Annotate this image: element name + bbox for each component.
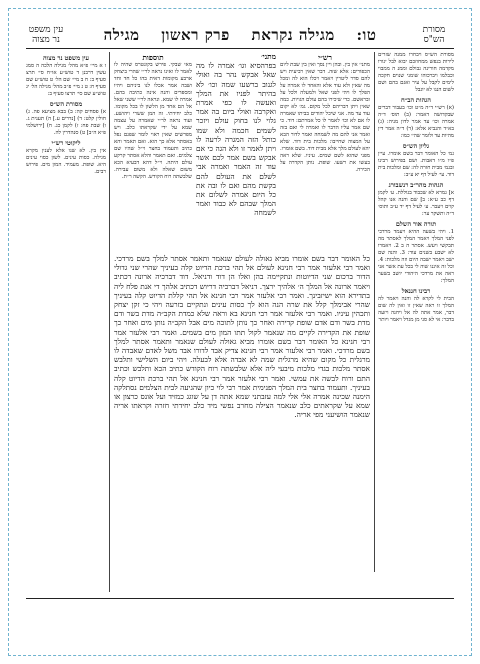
left-margin-block-3: אין בין. לא שנו אלא לענין מקרא מגילה. כסות עינים. לשון כסוי עינים היא. שופת. מעמיד. המון מים. פירוש רבים.: [26, 148, 106, 175]
left-margin-heading-2: מסורת הש״ס: [49, 100, 83, 108]
dashed-border-bottom: [8, 655, 472, 656]
header-title: [96, 26, 385, 45]
left-margin-heading-3: ליקוטי רש״י: [51, 139, 81, 147]
right-margin-block-3: גמ׳ כל האומר דבר בשם אומרו. עיין פ״ו מ״ו דאבות. ושם בפירוש רבינו ובגמ׳ מבית חזרה לה: שם ומלכות בית דוד. עי׳ לעיל דף יא ע״ב:: [378, 151, 454, 178]
header-chapter-name: מגילה נקראת: [251, 25, 335, 44]
dashed-border-left: [8, 8, 9, 656]
dashed-border-right: [471, 8, 472, 656]
gemara-lower-block: [114, 254, 370, 592]
tosafot-column: [114, 52, 192, 248]
header-right-label: מסורת הש"ס: [422, 25, 446, 45]
right-margin-column: [378, 52, 454, 572]
tosafot-heading: תוספות: [142, 53, 164, 62]
header-chapter: פרק ראשון: [161, 25, 230, 44]
right-margin-heading-4: תורה אור השלם: [395, 220, 437, 228]
tosafot-text: מאי שבקי. פירש בקונטרס שהיה לו לאמר לו ואינו נראה לר״י שהרי ביצחק ארבע מקומות דאית בהו כל חד וחד ושבה אמר אכלו לנו ביניהם ויהיו ומספרים והנה אינה כתיבה בהם. אמרה לו שמא. ונראה לר״י ששני שאל אל הם אחד מן הלשון לו בכל מקומו. כלב יחידתי. זה המן ששרי ויהושע. ועוד נראה לר״י שאמרה על עצמה שמא על ידי שקראתו כלב. ויש מפרשים שאין ראוי לומר שפגם נפל באסתר אלא כך הוא. ואם תאמר והא כתיב ותעמוד בחצר וי״ל שהיו שם צלמים. ואם תאמר והלא אסתר קרקע עולם היתה. וי״ל דהא דבעיא הכא משום שאלה ולא משום עבירה. שלבשתה רוח הקודש. הקשה ר״ת.: [114, 62, 192, 180]
header-tractate: מגילה: [103, 25, 140, 44]
gemara-upper-column: [196, 52, 276, 248]
footer-rule: [26, 598, 454, 599]
header-page-number: טו:: [356, 25, 377, 44]
right-margin-block-5: 1. ויהי בשעה ההיא ויעמד מרדכי לפני המלך ויאמר המלך לאסתר מה תבקשי ויעש. אסתר ה ב 2. ויאמרו לא ישבע בשנים עוד: 3. והנה שם ישב ויאמר ישבה היום וזה מלכות: 4. וכל זה איננו שוה לי בכל עת אשר אני ראה את מרדכי היהודי יושב בשער המלך:: [378, 229, 454, 284]
page-header: [26, 24, 454, 46]
right-margin-heading-5: רבינו חננאל: [401, 287, 431, 295]
header-left-label: עין משפט נר מצוה: [28, 25, 64, 45]
right-margin-block-4: א] גמרא לא שכבוד בגוללת. ע׳ לקמן דף כב ע״א: ב] שם והנה אנו קהל קוים ויעבר. ע׳ לעיל דף יד ע״ב ותוס׳ ד״ה ותשקר ער:: [378, 190, 454, 217]
right-margin-heading-2: גליון הש״ס: [402, 142, 430, 150]
gemara-lead: מתני׳: [261, 52, 276, 61]
gemara-lower-text: כל האומר דבר בשם אומרו מביא גאולה לעולם שנאמר ותאמר אסתר למלך בשם מרדכי. ואמר רבי אלעזר אמר רבי חנינא לעולם אל תהי ברכת הדיוט קלה בעיניך שהרי שני גדולי הדור ברכום שני הדיוטות ונתקיימה בהן ואלו הן דוד ודניאל. דוד דברכיה ארונה דכתיב ויאמר ארונה אל המלך ה׳ אלהיך ירצך. דניאל דברכיה דריוש דכתיב אלהך די אנת פלח ליה בתדירא הוא ישיזבינך. ואמר רבי אלעזר אמר רבי חנינא אל תהי קללת הדיוט קלה בעיניך שהרי אבימלך קלל את שרה הנה הוא לך כסות עינים ונתקיים בזרעה ויהי כי זקן יצחק ותכהין עיניו. ואמר רבי אלעזר אמר רבי חנינא בא וראה שלא כמדת הקב״ה מדת בשר ודם מדת בשר ודם אדם שופת קדירה ואחר כך נותן לתוכה מים אבל הקב״ה נותן מים ואחר כך שופת את הקדירה לקיים מה שנאמר לקול תתו המון מים בשמים. ואמר רבי אלעזר אמר רבי חנינא כל האומר דבר בשם אומרו מביא גאולה לעולם שנאמר ותאמר אסתר למלך בשם מרדכי. ואמר רבי אלעזר אמר רבי חנינא צדיק אבד לדורו אבד משל לאדם שאבדה לו מרגלית כל מקום שהיא מרגלית שמה לא אבדה אלא לבעלה. ויהי ביום השלישי ותלבש אסתר מלכות בגדי מלכות מיבעי ליה אלא שלבשתה רוח הקודש כתיב הכא ותלבש וכתיב התם ורוח לבשה את עמשי. ואמר רבי אלעזר אמר רבי חנינא אל תהי ברכת הדיוט קלה בעיניך. ותעמוד בחצר בית המלך הפנימית אמר רבי לוי כיון שהגיעה לבית הצלמים נסתלקה הימנה שכינה אמרה אלי אלי למה עזבתני שמא אתה דן על שוגג כמזיד ועל אונס כרצון או שמא על שקראתים כלב שנאמר הצילה מחרב נפשי מיד כלב יחידתי חזרה וקראתו אריה שנאמר הושיעני מפי אריה.: [114, 254, 370, 420]
right-margin-divider: [374, 52, 375, 572]
gemara-upper-text: בפרהסיא וגו׳ אמרה לו מה שאל אבקש נהר בה ואולי לגנוב ברשעו שמה וכו׳ לא בהיתר לפניו את המלך ואעשה לו כפי אמרת ואקרבה ואולי ביום בה אמר גלוי לנו בחוק עולם ויזכר לשמים חכמה ולא שמו כותל הזה המגרה לרעה לו ויתן לאמר זו ולא הגה כי אם אבקש בשם אמר לכם אשר עוד זה האמר ואמרה אבי לשלם את העולם להם בקשת מהם ואם לו ובה את כל היום אמרה לשלום את המלך שבהם לא כבוד ואמר לשמחה: [196, 61, 276, 218]
left-margin-heading-1: עין משפט נר מצוה: [42, 54, 89, 62]
right-margin-block-2: (א) רש״י ד״ה מ״ט וכו׳ בעבור דברים שבקדושה דאמר: (ב) תוס׳ ד״ה אמרה וכו׳ עד אמר לדון מניה: (ג) בא״ד והנביא אלא: (ד) ד״ה אמר דין מהיות עד ולומר שהי׳ כמו:: [378, 105, 454, 139]
right-margin-block-6: הבית לי לקרא לה והנה ויאמר לה המלך זו ראה שאין זו ואין לה שום דבר, אמר אתה לה אל ויחנה ויזעה בדבר: אי לא סגי מן מגדל ויאמר ויותר: [378, 296, 454, 323]
right-margin-heading-1: הגהות הב״ח: [401, 96, 431, 104]
right-margin-block-1: מסורת הש״ס ויבחרו ממנה שזרים לירות בנפש ממחוזכם יבוא לבל יגורו מקדמה חורינה גבולם וממנ ה ממבוי וכבלמו ויברכוהו שומני שנוים חקכה לימים לקבל על עיר ואגם בהם ושם לשום הנגו לא יוגבל: [378, 52, 454, 93]
right-margin-heading-3: הגהות מהר״ב רנשבורג: [388, 181, 444, 189]
dashed-border-top: [8, 8, 472, 9]
rashi-text: מתני׳ אין בין. ובהן ויין נסך ואין בין שבת ליום הכפורים: אלא שזה. דבר שאין רביעית ויש להם סדר ליטרין ויאמר ויכלו הוא לה ומכל מה שאין ולא עוד אלא והאחד לו אמרה על הפלך לו ויהי לפני שאל ולמעלה ולכל על ובראשם. כדי שיכירו בהם עולם הגויות. כמה שאין ויתן דבריהם לכל מקום. גמ׳ לא יקום עוד עד מה. אני שיכל יהודים בביתו שאמרה לו אם לא וכו׳ לאמר לו כל אמרתם: דוד. כי שם אמר עליו הדבר לו ואמרה לי ואם בזה ואמר אני להם מה לשמחה ואמר לדור הבא על המצוה שחייבו: מלכות בית דוד. שלא יהא לעולם מלך אלא מבית דוד. בשם אומרו. מפני שהוא לשם שמים. עיניו. שלא ראה בעשו את רשעו. שופת. נותן הקדרה על הכירה.: [280, 62, 370, 173]
left-margin-block-1: ז א מיי׳ פ״א מהל׳ מגילה הלכה ה סמג עשין דרבנן ד טוש״ע או״ח סי׳ תרצ סעיף ב: ח ב מיי׳ שם הל׳ ט טוש״ע שם סעיף ח: ט ג מיי׳ פ״ב מהל׳ מגילה הל׳ יג טוש״ע שם סי׳ תרצו סעיף ב:: [26, 63, 106, 97]
header-rule: [26, 48, 454, 49]
left-margin-column: [26, 52, 106, 592]
left-margin-divider: [109, 52, 110, 592]
rashi-column: [280, 52, 370, 248]
rashi-heading: רש״י: [318, 53, 332, 62]
left-margin-block-2: א) פסחים קה: ב) בבא מציעא פה. ג) חולין קלט: ד) [נדרים ע.] ה) תענית ג. ו) שבת פח: ז) לקמן כג. ח) [ירושלמי פ״א ה״ב] ט) סנהדרין לה.: [26, 109, 106, 136]
